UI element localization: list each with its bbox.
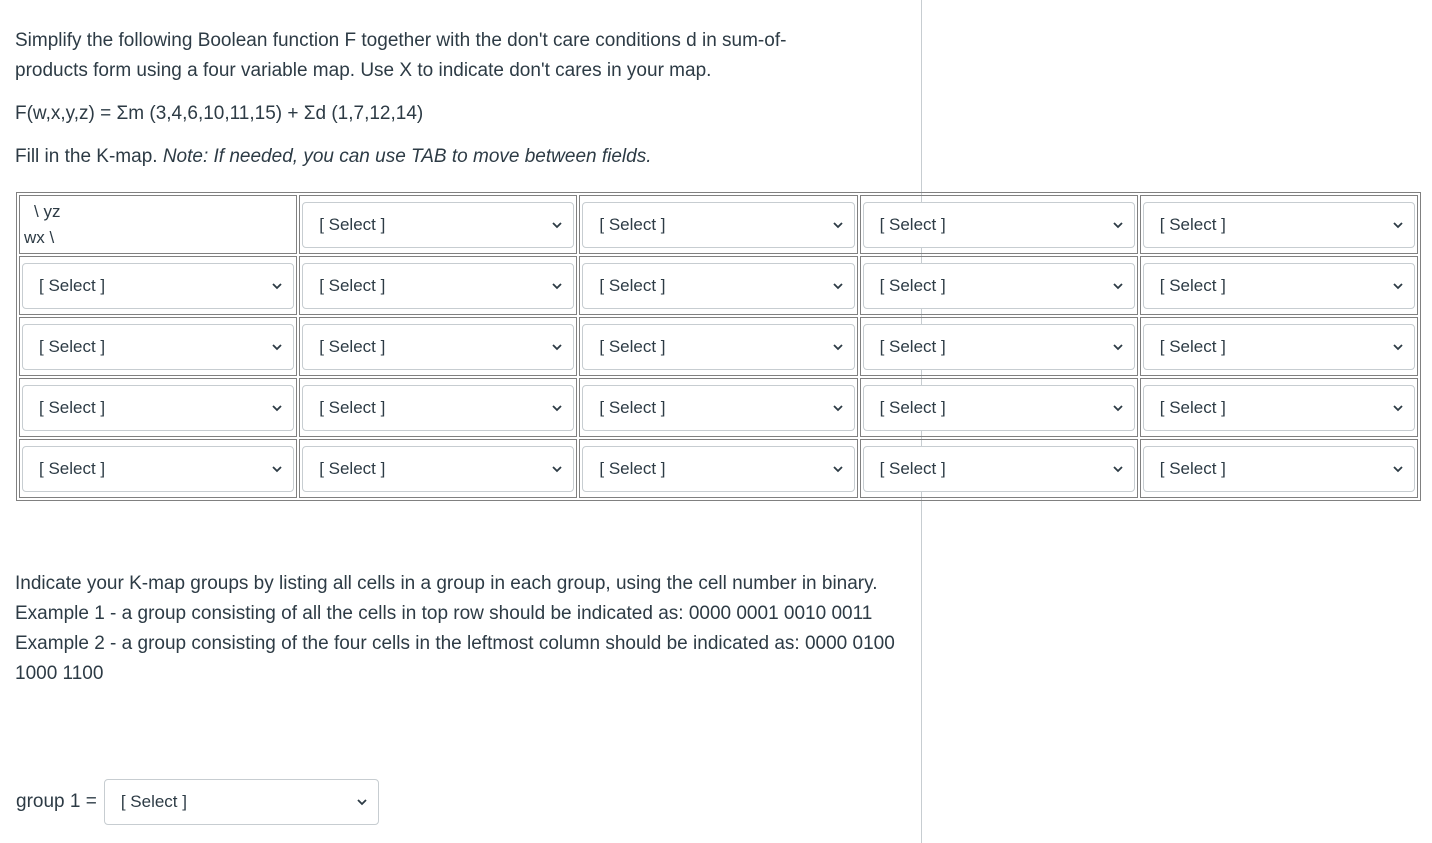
chevron-down-icon xyxy=(271,280,283,292)
kmap-col-header-select[interactable] xyxy=(582,202,854,248)
kmap-col-header-cell xyxy=(1140,195,1418,254)
kmap-cell xyxy=(579,439,857,498)
kmap-cell xyxy=(579,317,857,376)
kmap-cell xyxy=(299,439,577,498)
chevron-down-icon xyxy=(551,280,563,292)
example-1-text: Example 1 - a group consisting of all the cells in top row should be indicated as: 0000 0001 0010 0011 xyxy=(15,603,873,624)
kmap-corner-yz: \ yz xyxy=(34,201,61,221)
group-1-label: group 1 = xyxy=(16,791,97,812)
kmap-cell xyxy=(860,317,1138,376)
kmap-col-header-select[interactable] xyxy=(863,202,1135,248)
kmap-row xyxy=(19,378,1418,437)
chevron-down-icon xyxy=(1112,341,1124,353)
chevron-down-icon xyxy=(1112,463,1124,475)
kmap-cell xyxy=(579,378,857,437)
chevron-down-icon xyxy=(1112,402,1124,414)
kmap-cell xyxy=(1140,256,1418,315)
chevron-down-icon xyxy=(551,463,563,475)
select-placeholder: [ Select ] xyxy=(319,336,386,356)
kmap-cell-select[interactable] xyxy=(582,446,854,492)
chevron-down-icon xyxy=(271,341,283,353)
chevron-down-icon xyxy=(1392,463,1404,475)
select-placeholder: [ Select ] xyxy=(599,336,666,356)
select-placeholder: [ Select ] xyxy=(319,275,386,295)
kmap-row xyxy=(19,317,1418,376)
kmap-cell xyxy=(1140,439,1418,498)
kmap-cell xyxy=(860,378,1138,437)
select-placeholder: [ Select ] xyxy=(319,214,386,234)
kmap-cell xyxy=(1140,378,1418,437)
select-placeholder: [ Select ] xyxy=(39,336,106,356)
kmap-row-header-cell xyxy=(19,317,297,376)
kmap-cell-select[interactable] xyxy=(863,446,1135,492)
chevron-down-icon xyxy=(1112,219,1124,231)
select-placeholder: [ Select ] xyxy=(1159,336,1226,356)
kmap-row-header-select[interactable] xyxy=(22,385,294,431)
kmap-cell-select[interactable] xyxy=(302,446,574,492)
kmap-col-header-select[interactable] xyxy=(1143,202,1415,248)
select-placeholder: [ Select ] xyxy=(879,397,946,417)
chevron-down-icon xyxy=(1392,280,1404,292)
chevron-down-icon xyxy=(832,402,844,414)
chevron-down-icon xyxy=(1392,219,1404,231)
kmap-row-header-cell xyxy=(19,439,297,498)
kmap-cell-select[interactable] xyxy=(1143,446,1415,492)
chevron-down-icon xyxy=(832,341,844,353)
fill-note: Note: If needed, you can use TAB to move between fields. xyxy=(162,146,652,167)
kmap-col-header-cell xyxy=(299,195,577,254)
group-instruction-text: Indicate your K-map groups by listing all cells in a group in each group, using the cell number in binary. xyxy=(15,573,878,594)
chevron-down-icon xyxy=(271,463,283,475)
kmap-cell xyxy=(299,378,577,437)
kmap-cell-select[interactable] xyxy=(582,263,854,309)
select-placeholder: [ Select ] xyxy=(1159,214,1226,234)
chevron-down-icon xyxy=(551,341,563,353)
select-placeholder: [ Select ] xyxy=(39,275,106,295)
fill-prefix: Fill in the K-map. xyxy=(15,146,163,167)
kmap-row-header-cell xyxy=(19,378,297,437)
kmap-cell-select[interactable] xyxy=(582,324,854,370)
select-placeholder: [ Select ] xyxy=(319,458,386,478)
question-body xyxy=(15,26,1425,172)
kmap-cell-select[interactable] xyxy=(302,385,574,431)
kmap-row-header-select[interactable] xyxy=(22,263,294,309)
kmap-header-row xyxy=(19,195,1418,254)
kmap-corner xyxy=(19,195,297,254)
chevron-down-icon xyxy=(551,402,563,414)
question-intro: Simplify the following Boolean function F together with the don't care conditions d in sum-of-products form using a four variable map. Use X to indicate don't cares in your map. xyxy=(15,30,787,81)
kmap-cell-select[interactable] xyxy=(1143,324,1415,370)
kmap-cell-select[interactable] xyxy=(863,385,1135,431)
kmap-row-header-select[interactable] xyxy=(22,446,294,492)
select-placeholder: [ Select ] xyxy=(120,792,187,811)
kmap-col-header-cell xyxy=(579,195,857,254)
select-placeholder: [ Select ] xyxy=(1159,458,1226,478)
kmap-cell-select[interactable] xyxy=(1143,385,1415,431)
kmap-table xyxy=(16,192,1421,501)
kmap-cell xyxy=(299,256,577,315)
kmap-col-header-cell xyxy=(860,195,1138,254)
kmap-cell-select[interactable] xyxy=(582,385,854,431)
kmap-corner-wx: wx \ xyxy=(24,227,55,247)
chevron-down-icon xyxy=(832,219,844,231)
kmap-cell xyxy=(1140,317,1418,376)
group-instructions xyxy=(15,569,895,689)
select-placeholder: [ Select ] xyxy=(879,214,946,234)
chevron-down-icon xyxy=(1392,402,1404,414)
select-placeholder: [ Select ] xyxy=(319,397,386,417)
select-placeholder: [ Select ] xyxy=(599,397,666,417)
fill-instruction xyxy=(15,142,1425,172)
select-placeholder: [ Select ] xyxy=(39,458,106,478)
kmap-cell-select[interactable] xyxy=(302,324,574,370)
select-placeholder: [ Select ] xyxy=(599,458,666,478)
select-placeholder: [ Select ] xyxy=(879,458,946,478)
kmap-cell-select[interactable] xyxy=(863,324,1135,370)
select-placeholder: [ Select ] xyxy=(879,336,946,356)
chevron-down-icon xyxy=(271,402,283,414)
group-1-select[interactable] xyxy=(104,779,379,825)
chevron-down-icon xyxy=(1392,341,1404,353)
boolean-function: F(w,x,y,z) = Σm (3,4,6,10,11,15) + Σd (1,7,12,14) xyxy=(15,103,424,124)
kmap-cell xyxy=(860,256,1138,315)
kmap-cell xyxy=(299,317,577,376)
chevron-down-icon xyxy=(356,796,368,808)
chevron-down-icon xyxy=(551,219,563,231)
select-placeholder: [ Select ] xyxy=(599,214,666,234)
example-2-text: Example 2 - a group consisting of the four cells in the leftmost column should be indicated as: 0000 0100 1000 1100 xyxy=(15,633,895,684)
kmap-row-header-select[interactable] xyxy=(22,324,294,370)
select-placeholder: [ Select ] xyxy=(1159,275,1226,295)
kmap-cell-select[interactable] xyxy=(863,263,1135,309)
select-placeholder: [ Select ] xyxy=(39,397,106,417)
kmap-row xyxy=(19,439,1418,498)
chevron-down-icon xyxy=(832,463,844,475)
chevron-down-icon xyxy=(1112,280,1124,292)
kmap-cell xyxy=(860,439,1138,498)
group-1-row xyxy=(16,779,379,825)
kmap-cell-select[interactable] xyxy=(302,263,574,309)
kmap-col-header-select[interactable] xyxy=(302,202,574,248)
select-placeholder: [ Select ] xyxy=(879,275,946,295)
kmap-cell-select[interactable] xyxy=(1143,263,1415,309)
select-placeholder: [ Select ] xyxy=(1159,397,1226,417)
kmap-row-header-cell xyxy=(19,256,297,315)
kmap-row xyxy=(19,256,1418,315)
chevron-down-icon xyxy=(832,280,844,292)
kmap-cell xyxy=(579,256,857,315)
select-placeholder: [ Select ] xyxy=(599,275,666,295)
